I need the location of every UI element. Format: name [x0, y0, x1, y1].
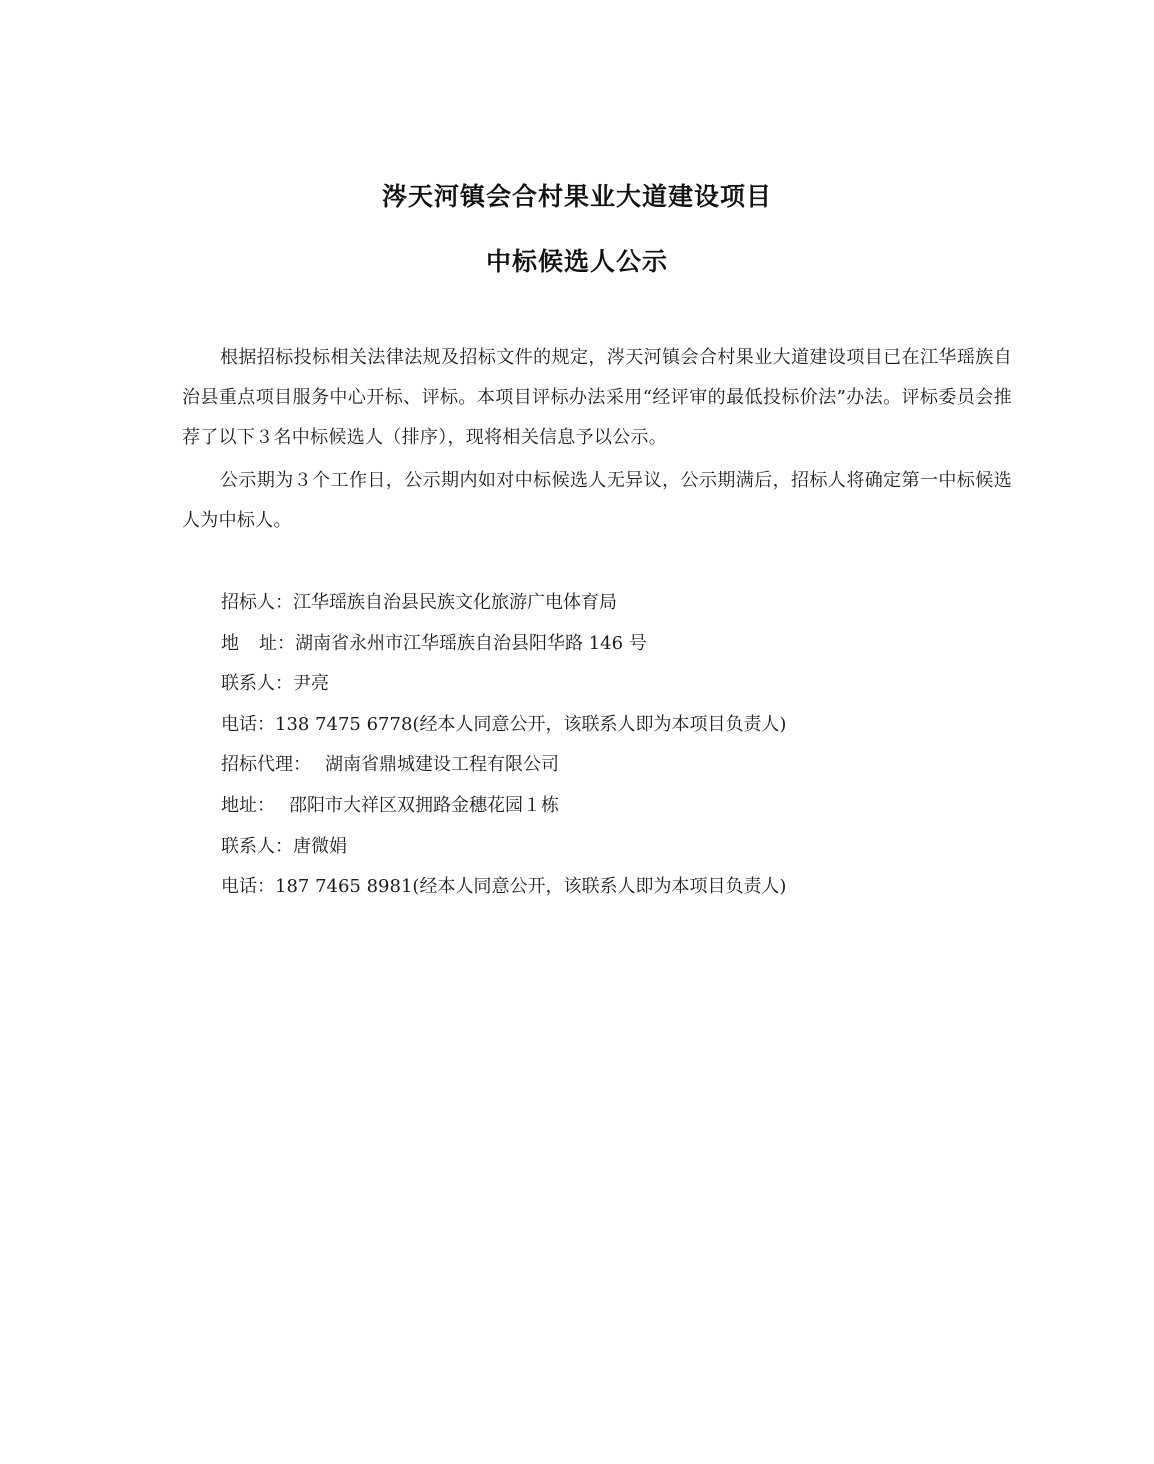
agent-address-value: 邵阳市大祥区双拥路金穗花园１栋	[289, 794, 559, 816]
intro-paragraph: 根据招标投标相关法律法规及招标文件的规定，涔天河镇会合村果业大道建设项目已在江华瑶族自治县重点项目服务中心开标、评标。本项目评标办法采用“经评审的最低投标价法”办法。评标委员会推荐了以下３名中标候选人（排序），现将相关信息予以公示。	[182, 347, 1012, 448]
agent-row	[221, 745, 1021, 786]
contact-info-block	[221, 583, 1021, 908]
contact1-row	[221, 664, 1021, 705]
address-value: 湖南省永州市江华瑶族自治县阳华路 146 号	[295, 632, 647, 654]
tenderer-row	[221, 583, 1021, 624]
tenderer-value: 江华瑶族自治县民族文化旅游广电体育局	[293, 592, 617, 613]
agent-value: 湖南省鼎城建设工程有限公司	[325, 754, 559, 776]
phone2-label: 电话：	[221, 876, 275, 898]
phone2-row	[221, 867, 1021, 908]
phone1-value: 138 7475 6778(经本人同意公开，该联系人即为本项目负责人)	[275, 713, 787, 735]
agent-label: 招标代理：	[221, 754, 311, 776]
document-title: 涔天河镇会合村果业大道建设项目	[381, 182, 772, 211]
address-label-second: 址：	[259, 632, 295, 654]
phone1-row	[221, 705, 1021, 746]
publicity-period-paragraph: 公示期为３个工作日，公示期内如对中标候选人无异议，公示期满后，招标人将确定第一中标候选人为中标人。	[182, 470, 1012, 531]
agent-address-label: 地址：	[221, 794, 275, 816]
contact1-value: 尹亮	[293, 673, 329, 695]
agent-address-row	[221, 786, 1021, 827]
contact2-label: 联系人：	[221, 835, 293, 857]
phone1-label: 电话：	[221, 713, 275, 735]
tenderer-label: 招标人：	[221, 592, 293, 613]
contact2-value: 唐微娟	[293, 835, 347, 857]
document-subtitle: 中标候选人公示	[485, 247, 668, 276]
address-label-first: 地	[221, 632, 239, 654]
contact2-row	[221, 827, 1021, 868]
address-row	[221, 624, 1021, 665]
phone2-value: 187 7465 8981(经本人同意公开，该联系人即为本项目负责人)	[275, 876, 787, 898]
contact1-label: 联系人：	[221, 673, 293, 695]
